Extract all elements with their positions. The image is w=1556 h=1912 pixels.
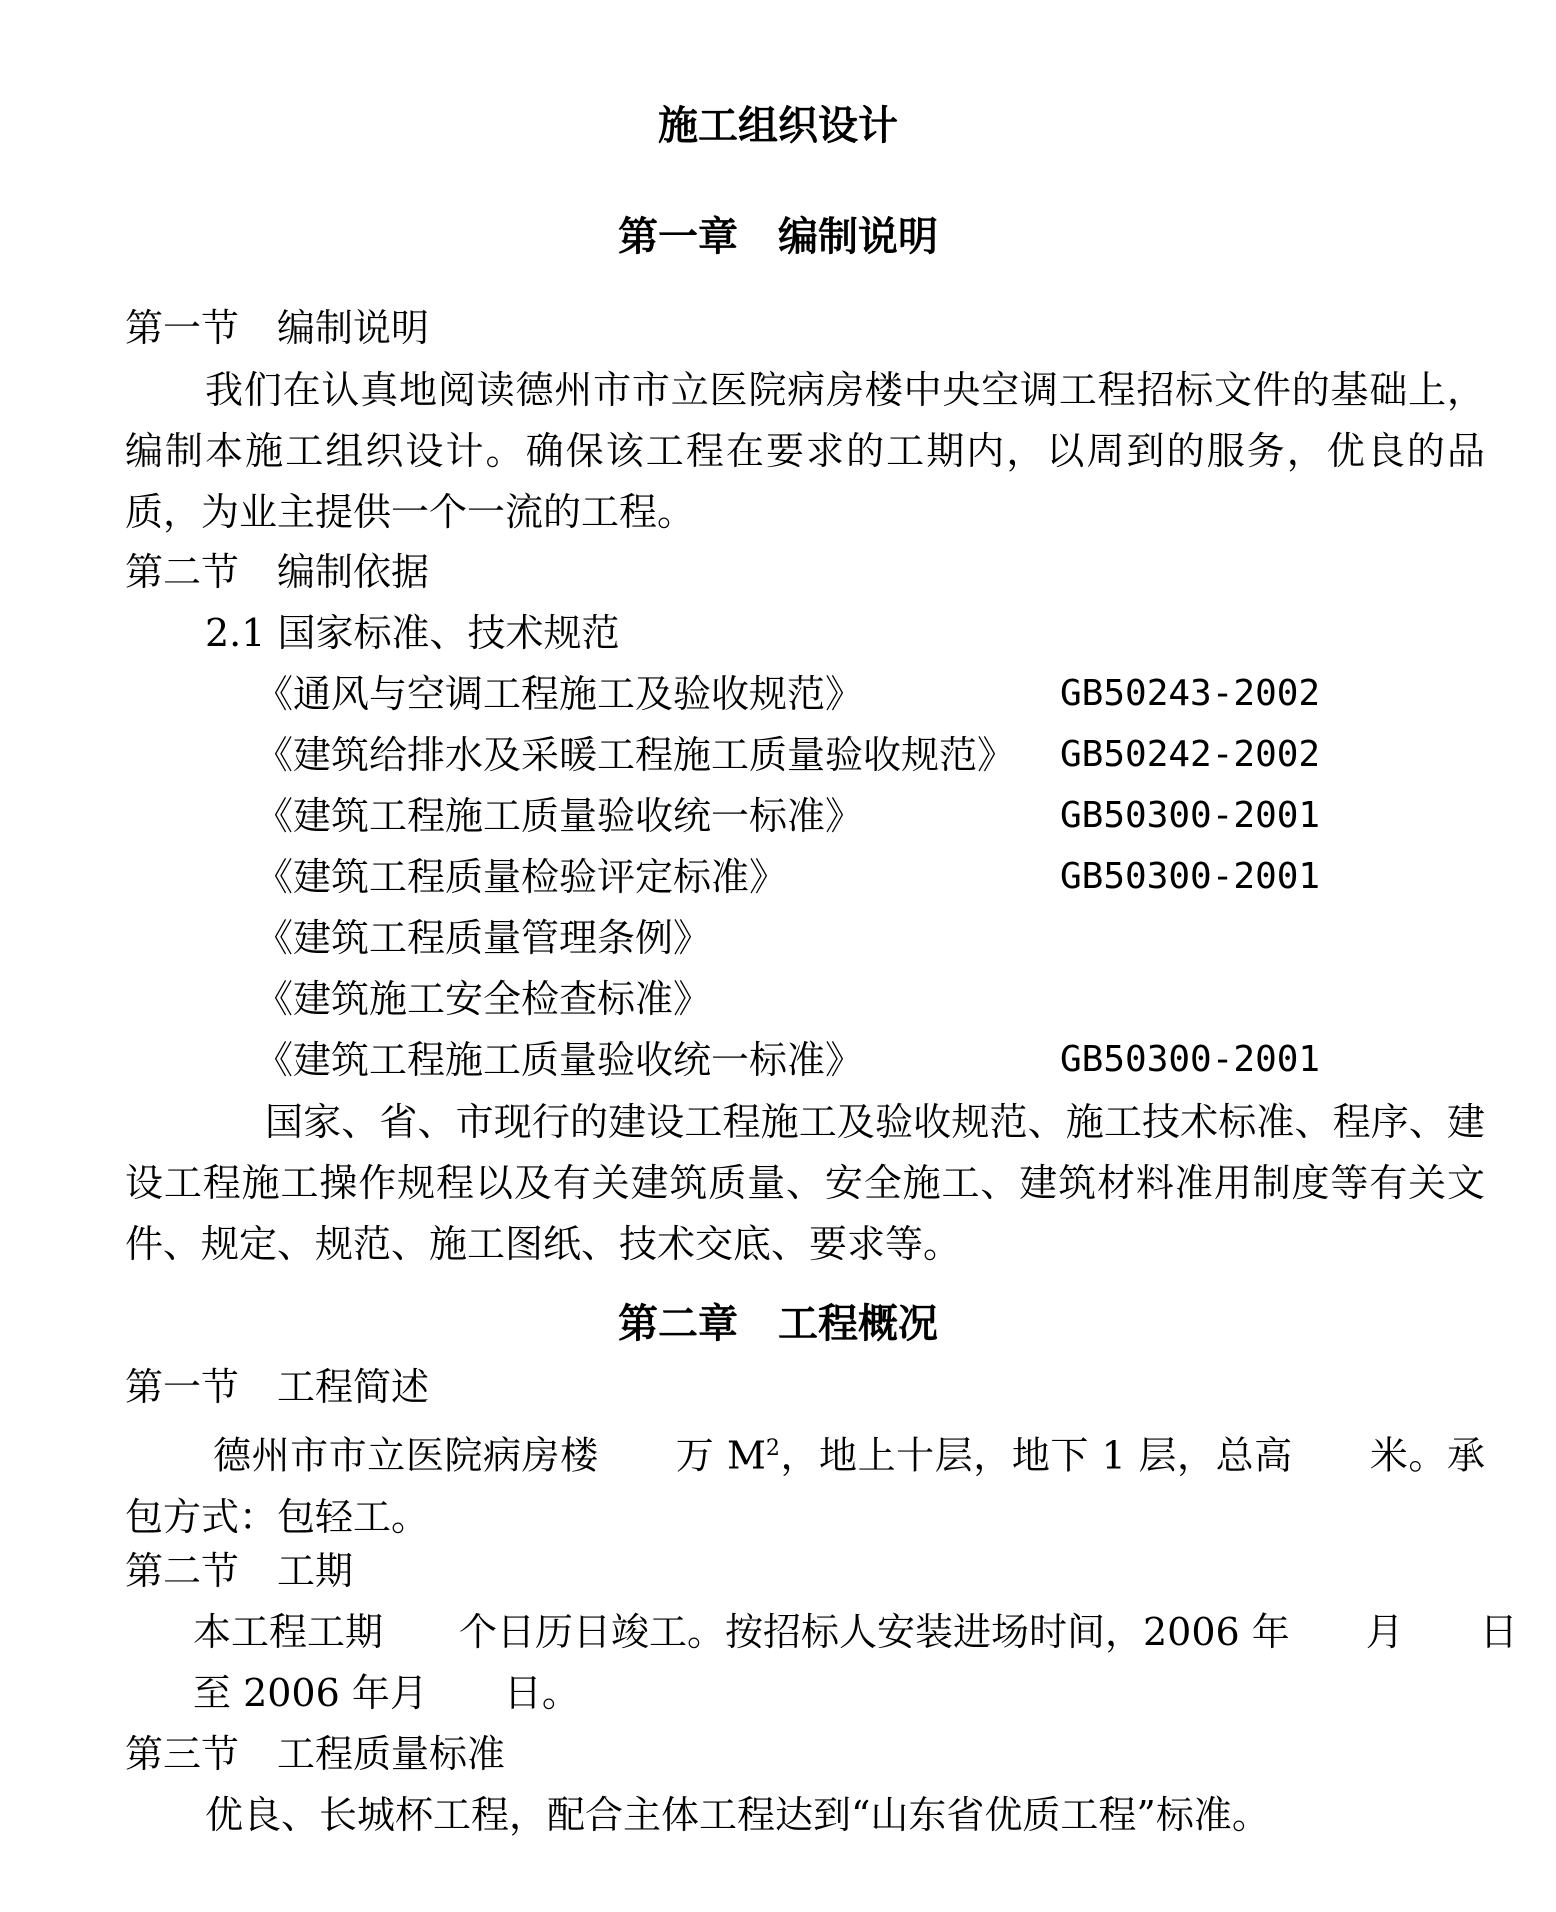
standard-code: GB50242-2002 (1060, 734, 1321, 775)
standard-code: GB50243-2002 (1060, 673, 1321, 714)
ch2-section-3-paragraph: 优良、长城杯工程，配合主体工程达到“山东省优质工程”标准。 (205, 1793, 1270, 1837)
ch1-section-1-title: 第一节 编制说明 (125, 306, 430, 350)
ch1-section-2-paragraph: 国家、省、市现行的建设工程施工及验收规范、施工技术标准、程序、建设工程施工操作规程以及有关建筑质量、安全施工、建筑材料准用制度等有关文件、规定、规范、施工图纸、技术交底、要求等。 (125, 1100, 1485, 1266)
standard-name: 《通风与空调工程施工及验收规范》 (255, 672, 864, 716)
ch1-section-1-paragraph: 我们在认真地阅读德州市市立医院病房楼中央空调工程招标文件的基础上，编制本施工组织设计。确保该工程在要求的工期内，以周到的服务，优良的品质，为业主提供一个一流的工程。 (125, 368, 1485, 534)
standard-name: 《建筑施工安全检查标准》 (255, 977, 712, 1021)
ch2-section-1-text-a: 德州市市立医院病房楼 万 M (213, 1433, 766, 1478)
superscript-2: 2 (765, 1436, 780, 1461)
standard-name: 《建筑工程施工质量验收统一标准》 (255, 1038, 864, 1082)
ch2-section-1-paragraph (125, 1418, 1485, 1548)
standard-name: 《建筑工程质量检验评定标准》 (255, 855, 788, 899)
standard-name: 《建筑工程施工质量验收统一标准》 (255, 794, 864, 838)
standard-name: 《建筑给排水及采暖工程施工质量验收规范》 (255, 733, 1016, 777)
standard-name: 《建筑工程质量管理条例》 (255, 916, 712, 960)
ch2-section-3-title: 第三节 工程质量标准 (125, 1732, 506, 1776)
document-title: 施工组织设计 (658, 102, 898, 149)
ch2-section-1-text-b: ，地上十层，地下 1 层，总高 米。承包方式：包轻工。 (125, 1433, 1485, 1539)
standard-code: GB50300-2001 (1060, 856, 1321, 897)
ch1-subsection-2-1: 2.1 国家标准、技术规范 (205, 611, 620, 655)
standard-code: GB50300-2001 (1060, 795, 1321, 836)
ch2-section-1-title: 第一节 工程简述 (125, 1365, 430, 1409)
chapter-2-title: 第二章 工程概况 (618, 1300, 938, 1347)
ch1-section-2-title: 第二节 编制依据 (125, 550, 430, 594)
ch2-section-2-title: 第二节 工期 (125, 1549, 354, 1593)
standard-code: GB50300-2001 (1060, 1039, 1321, 1080)
ch2-section-2-line-2: 至 2006 年月 日。 (193, 1671, 580, 1715)
ch2-section-2-line-1: 本工程工期 个日历日竣工。按招标人安装进场时间，2006 年 月 日 (193, 1610, 1518, 1654)
chapter-1-title: 第一章 编制说明 (618, 213, 938, 260)
